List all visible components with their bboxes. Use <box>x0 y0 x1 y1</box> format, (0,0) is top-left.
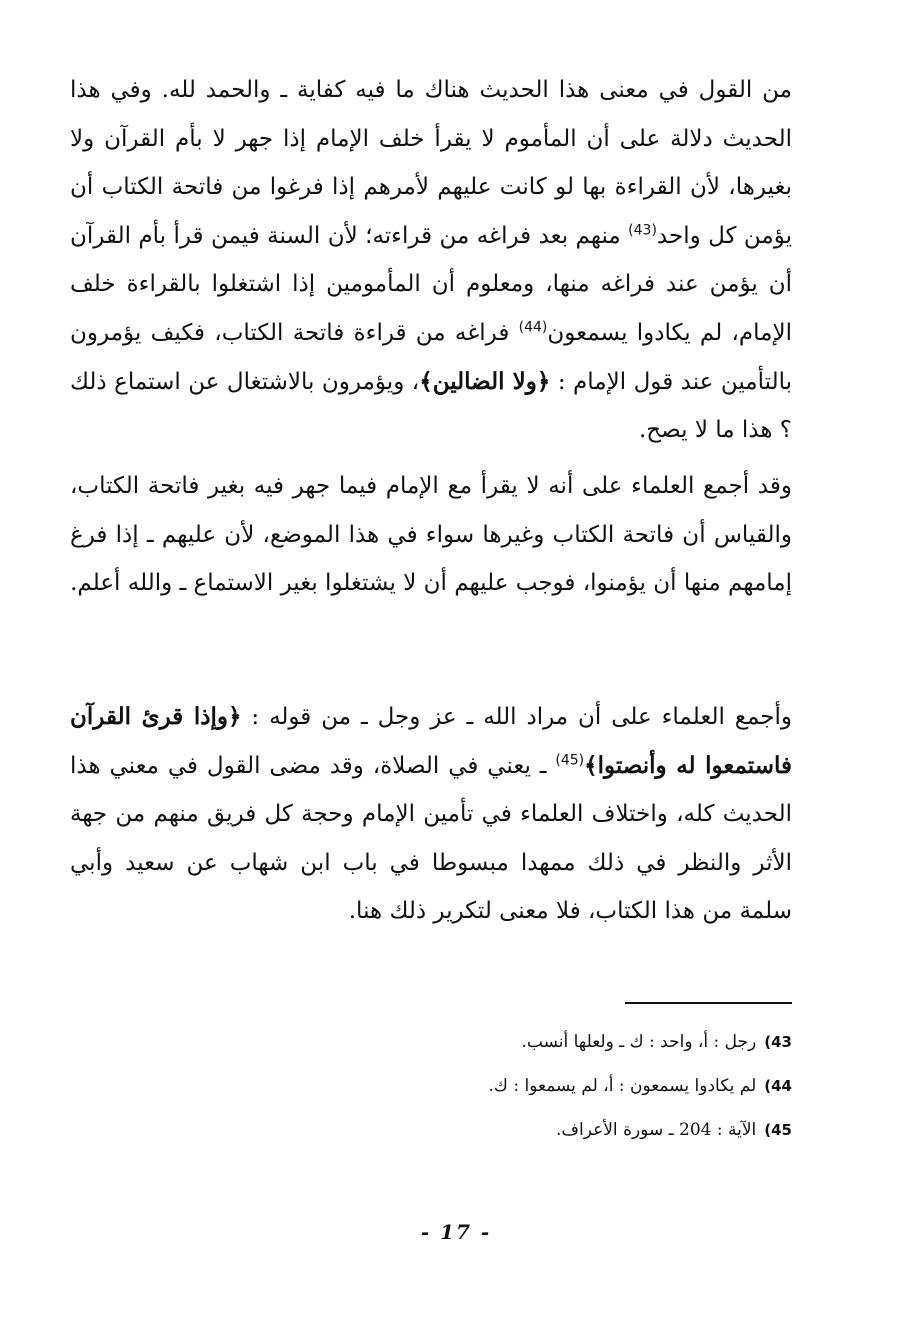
quran-quote-1: ﴿ولا الضالين﴾ <box>419 367 551 395</box>
page-number: - 17 - <box>420 1220 492 1244</box>
footnote-number: 44) <box>764 1077 792 1095</box>
footnote-44 <box>300 1064 792 1108</box>
footnote-divider <box>625 1002 792 1004</box>
paragraph-2 <box>70 462 792 608</box>
paragraph-1-text-a: من القول في معنى هذا الحديث هناك ما فيه كفاية ـ والحمد لله. وفي هذا الحديث دلالة على أن المأموم لا يقرأ خلف الإمام إذا جهر لا بأم القرآن ولا بغيرها، لأن القراءة بها لو كانت عليهم لأمرهم إذا فرغوا من فاتحة الكتاب أن يؤمن كل واحد <box>70 77 792 249</box>
quran-quote-2: ﴿وإذا قرئ القرآن فاستمعوا له وأنصتوا﴾ <box>70 703 793 779</box>
footnote-ref-45: (45) <box>555 751 585 768</box>
footnote-number: 43) <box>764 1033 792 1051</box>
footnote-45 <box>300 1108 792 1152</box>
footnotes <box>300 1020 792 1152</box>
paragraph-3-text-b: ـ يعني في الصلاة، وقد مضى القول في معني هذا الحديث كله، واختلاف العلماء في تأمين الإمام وحجة كل فريق منهم من جهة الأثر والنظر في ذلك ممهدا مبسوطا في باب ابن شهاب عن سعيد وأبي سلمة من هذا الكتاب، فلا معنى لتكرير ذلك هنا. <box>70 752 792 925</box>
footnote-ref-43: (43) <box>628 222 657 239</box>
paragraph-3-text-a: وأجمع العلماء على أن مراد الله ـ عز وجل ـ من قوله : <box>241 704 792 730</box>
footnote-43 <box>300 1020 792 1064</box>
paragraph-2-text: وقد أجمع العلماء على أنه لا يقرأ مع الإمام فيما جهر فيه بغير فاتحة الكتاب، والقياس أن فاتحة الكتاب وغيرها سواء في هذا الموضع، لأن عليهم ـ إذا فرغ إمامهم منها أن يؤمنوا، فوجب عليهم أن لا يشتغلوا بغير الاستماع ـ والله أعلم. <box>70 473 792 597</box>
paragraph-1-text-d: ، ويؤمرون بالاشتغال عن استماع ذلك ؟ هذا ما لا يصح. <box>70 368 792 444</box>
footnote-number: 45) <box>764 1121 792 1139</box>
paragraph-1-text-c: فراغه من قراءة فاتحة الكتاب، فكيف يؤمرون بالتأمين عند قول الإمام : <box>70 319 792 395</box>
paragraph-1 <box>70 66 792 455</box>
footnote-ref-44: (44) <box>518 319 548 336</box>
footnote-text: رجل : أ، واحد : ك ـ ولعلها أنسب. <box>521 1032 757 1052</box>
paragraph-3 <box>70 693 792 936</box>
paragraph-1-text-b: منهم بعد فراغه من قراءته؛ لأن السنة فيمن قرأ بأم القرآن أن يؤمن عند فراغه منها، ومعلوم أن المأمومين إذا اشتغلوا بالقراءة خلف الإمام، لم يكادوا يسمعون <box>70 222 793 346</box>
footnote-text: لم يكادوا يسمعون : أ، لم يسمعوا : ك. <box>488 1076 757 1096</box>
footnote-text: الآية : 204 ـ سورة الأعراف. <box>555 1120 757 1140</box>
